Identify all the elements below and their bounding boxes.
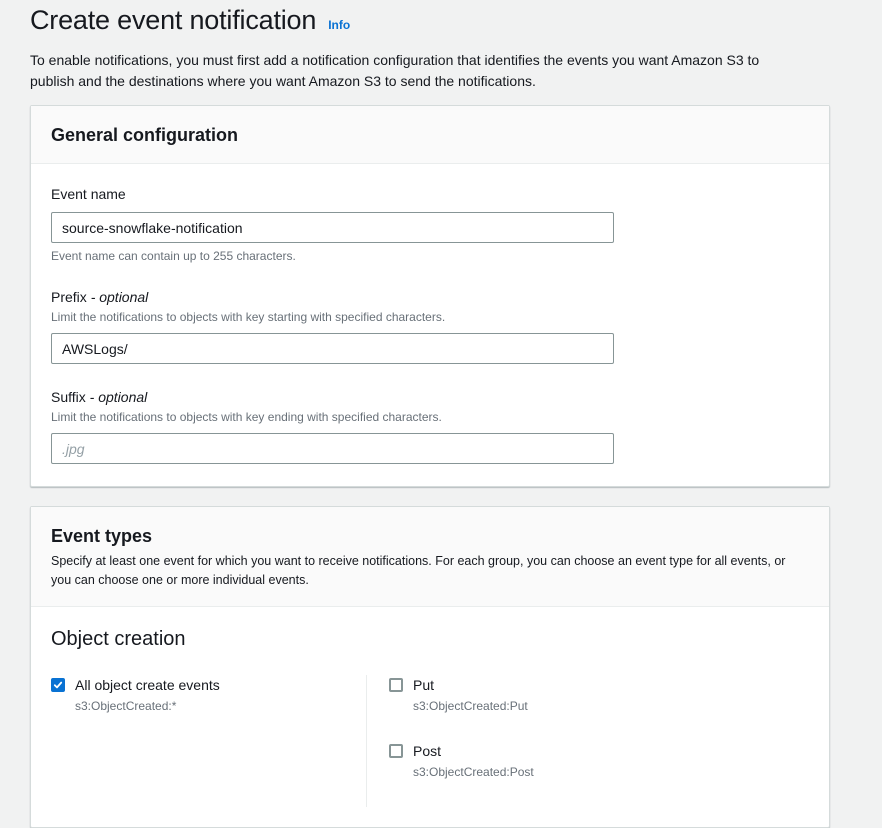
checkmark-icon — [53, 680, 63, 690]
event-types-body — [31, 607, 829, 827]
checkbox-code-post: s3:ObjectCreated:Post — [413, 765, 534, 779]
general-configuration-header — [31, 106, 829, 164]
checkbox-label-all-object-create-events[interactable]: All object create events — [75, 677, 220, 693]
checkbox-label-post[interactable]: Post — [413, 743, 442, 759]
prefix-field — [51, 287, 809, 364]
checkbox-put[interactable] — [389, 678, 403, 692]
event-name-label: Event name — [51, 186, 126, 202]
suffix-optional-label: - optional — [89, 389, 148, 405]
prefix-optional-label: - optional — [90, 289, 149, 305]
checkbox-field-all-object-create-events — [51, 675, 356, 714]
prefix-label: Prefix - optional — [51, 289, 149, 305]
event-name-helper: Event name can contain up to 255 characters. — [51, 249, 296, 263]
suffix-field — [51, 387, 809, 464]
checkbox-code-all-object-create-events: s3:ObjectCreated:* — [75, 699, 177, 713]
event-types-title: Event types — [51, 526, 153, 546]
object-creation-options — [51, 675, 809, 807]
event-name-field — [51, 184, 809, 264]
prefix-description: Limit the notifications to objects with key starting with specified characters. — [51, 310, 446, 324]
suffix-input[interactable] — [51, 433, 614, 464]
checkbox-field-put — [389, 675, 809, 714]
event-types-description: Specify at least one event for which you want to receive notifications. For each group, you can choose an event type for all events, or you can choose one or more individual events. — [51, 554, 786, 587]
page-description: To enable notifications, you must first add a notification configuration that identifies the events you want Amazon S3 to publish and the destinations where you want Amazon S3 to send the notifications. — [30, 52, 760, 89]
prefix-input[interactable] — [51, 333, 614, 364]
event-types-card — [30, 506, 830, 828]
object-creation-title: Object creation — [51, 628, 186, 650]
event-types-header — [31, 507, 829, 607]
page-title: Create event notification — [30, 5, 317, 35]
page-header — [30, 5, 882, 36]
checkbox-field-post — [389, 741, 809, 780]
suffix-label: Suffix - optional — [51, 389, 148, 405]
suffix-description: Limit the notifications to objects with key ending with specified characters. — [51, 410, 442, 424]
general-configuration-title: General configuration — [51, 125, 239, 145]
checkbox-all-object-create-events[interactable] — [51, 678, 65, 692]
object-creation-column-1 — [51, 675, 367, 807]
checkbox-label-put[interactable]: Put — [413, 677, 435, 693]
checkbox-post[interactable] — [389, 744, 403, 758]
info-link[interactable]: Info — [328, 18, 351, 32]
event-name-input[interactable] — [51, 212, 614, 243]
general-configuration-card — [30, 105, 830, 487]
object-creation-column-2 — [367, 675, 809, 807]
checkbox-code-put: s3:ObjectCreated:Put — [413, 699, 528, 713]
general-configuration-body — [31, 164, 829, 486]
